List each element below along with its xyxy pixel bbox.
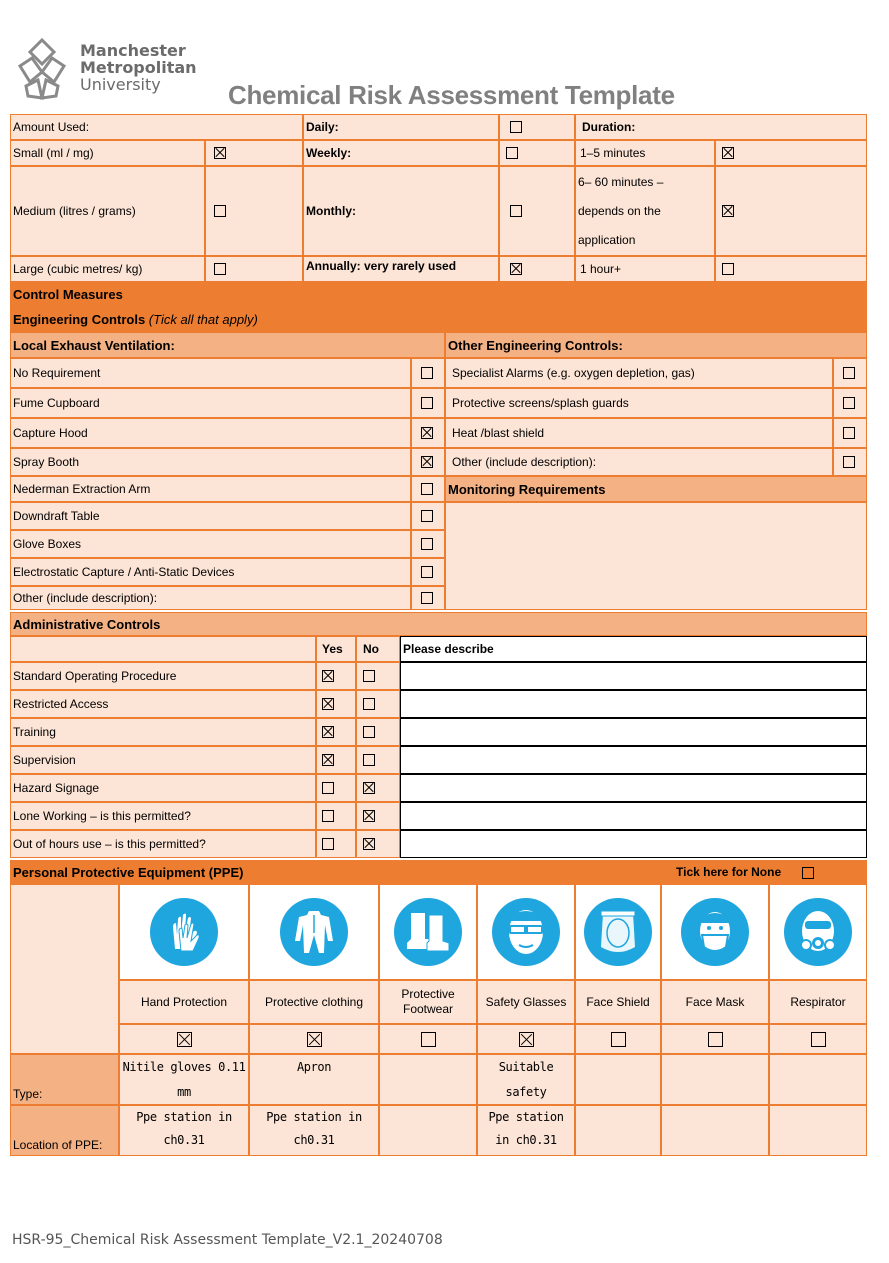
- face-shield-icon: [584, 898, 652, 966]
- ppe-type-input[interactable]: [379, 1054, 477, 1105]
- admin-no-checkbox[interactable]: [363, 726, 375, 738]
- admin-describe-input[interactable]: [400, 690, 867, 718]
- ppe-item-check-cell[interactable]: [477, 1024, 575, 1054]
- lev-item-check-cell[interactable]: [411, 418, 445, 448]
- admin-row-label: [10, 718, 316, 746]
- ppe-item-label: [119, 980, 249, 1024]
- admin-yes-checkbox[interactable]: [322, 754, 334, 766]
- duration-1-check-cell[interactable]: [715, 140, 867, 166]
- engineering-controls-title: Engineering Controls: [13, 312, 146, 327]
- ppe-location-text: Ppe station in ch0.31: [488, 1110, 564, 1147]
- ppe-item-label: [769, 980, 867, 1024]
- other-eng-item-check-cell[interactable]: [833, 448, 867, 476]
- ppe-location-input[interactable]: [379, 1105, 477, 1156]
- small-label: Small (ml / mg): [10, 140, 205, 166]
- admin-no-checkbox[interactable]: [363, 698, 375, 710]
- admin-yes-checkbox[interactable]: [322, 838, 334, 850]
- admin-yes-cell[interactable]: [316, 746, 356, 774]
- ppe-location-input[interactable]: [575, 1105, 661, 1156]
- admin-yes-cell[interactable]: [316, 718, 356, 746]
- weekly-label: Weekly:: [303, 140, 499, 166]
- ppe-icon-cell: [575, 884, 661, 980]
- admin-describe-input[interactable]: [400, 718, 867, 746]
- large-label: Large (cubic metres/ kg): [10, 256, 205, 282]
- duration-2-check-cell[interactable]: [715, 166, 867, 256]
- admin-describe-input[interactable]: [400, 774, 867, 802]
- admin-yes-cell[interactable]: [316, 830, 356, 858]
- admin-row-text: Lone Working – is this permitted?: [13, 809, 191, 823]
- lev-item-text: Downdraft Table: [13, 509, 100, 523]
- duration-3-check-cell[interactable]: [715, 256, 867, 282]
- engineering-controls-note: (Tick all that apply): [148, 312, 258, 327]
- admin-row-text: Standard Operating Procedure: [13, 669, 177, 683]
- admin-yes-checkbox[interactable]: [322, 726, 334, 738]
- ppe-location-text: Ppe station in ch0.31: [266, 1110, 362, 1147]
- large-check-cell[interactable]: [205, 256, 303, 282]
- medium-checkbox[interactable]: [214, 205, 226, 217]
- ppe-item-label: [379, 980, 477, 1024]
- other-eng-item-label: [445, 448, 833, 476]
- admin-yes-checkbox[interactable]: [322, 810, 334, 822]
- weekly-check-cell[interactable]: [499, 140, 575, 166]
- ppe-item-text: Respirator: [790, 994, 846, 1009]
- control-measures-heading: Control Measures: [10, 282, 867, 307]
- admin-no-checkbox[interactable]: [363, 754, 375, 766]
- ppe-type-text: Suitable safety: [498, 1060, 554, 1099]
- ppe-none-label: Tick here for None: [676, 865, 782, 879]
- ppe-type-input[interactable]: [119, 1054, 249, 1105]
- daily-check-cell[interactable]: [499, 114, 575, 140]
- lev-item-check-cell[interactable]: [411, 476, 445, 502]
- small-check-cell[interactable]: [205, 140, 303, 166]
- ppe-item-check-cell[interactable]: [575, 1024, 661, 1054]
- other-eng-item-label: [445, 358, 833, 388]
- weekly-checkbox[interactable]: [506, 147, 518, 159]
- medium-label: Medium (litres / grams): [10, 166, 205, 256]
- ppe-item-checkbox[interactable]: [611, 1032, 626, 1047]
- admin-no-cell[interactable]: [356, 662, 400, 690]
- ppe-item-check-cell[interactable]: [249, 1024, 379, 1054]
- ppe-icon-cell: [379, 884, 477, 980]
- lev-item-check-cell[interactable]: [411, 388, 445, 418]
- lev-item-label: [10, 530, 411, 558]
- admin-yes-cell[interactable]: [316, 690, 356, 718]
- lev-item-check-cell[interactable]: [411, 586, 445, 610]
- engineering-controls-heading: [10, 307, 867, 332]
- lev-item-checkbox[interactable]: [421, 483, 433, 495]
- lev-item-label: [10, 448, 411, 476]
- other-eng-item-check-cell[interactable]: [833, 388, 867, 418]
- ppe-location-label: Location of PPE:: [10, 1105, 119, 1156]
- annually-check-cell[interactable]: [499, 256, 575, 282]
- admin-row-label: [10, 662, 316, 690]
- duration-2-checkbox[interactable]: [722, 205, 734, 217]
- lev-item-checkbox[interactable]: [421, 566, 433, 578]
- ppe-item-label: [575, 980, 661, 1024]
- other-eng-item-text: Protective screens/splash guards: [452, 396, 629, 410]
- lev-item-text: Electrostatic Capture / Anti-Static Devices: [13, 565, 235, 579]
- other-eng-item-text: Specialist Alarms (e.g. oxygen depletion, gas): [452, 366, 695, 380]
- ppe-location-input[interactable]: [769, 1105, 867, 1156]
- ppe-none-checkbox[interactable]: [802, 867, 814, 879]
- ppe-type-text: Apron: [296, 1060, 332, 1074]
- admin-describe-input[interactable]: [400, 830, 867, 858]
- medium-check-cell[interactable]: [205, 166, 303, 256]
- admin-no-cell[interactable]: [356, 746, 400, 774]
- daily-label: Daily:: [303, 114, 499, 140]
- ppe-location-input[interactable]: [477, 1105, 575, 1156]
- lev-item-label: [10, 586, 411, 610]
- admin-no-cell[interactable]: [356, 690, 400, 718]
- ppe-item-checkbox[interactable]: [307, 1032, 322, 1047]
- ppe-item-checkbox[interactable]: [519, 1032, 534, 1047]
- face-mask-icon: [681, 898, 749, 966]
- small-checkbox[interactable]: [214, 147, 226, 159]
- lev-heading: Local Exhaust Ventilation:: [10, 332, 445, 358]
- lev-item-text: No Requirement: [13, 366, 101, 380]
- duration-1-checkbox[interactable]: [722, 147, 734, 159]
- admin-row-text: Supervision: [13, 753, 76, 767]
- lev-item-checkbox[interactable]: [421, 510, 433, 522]
- admin-row-label: [10, 802, 316, 830]
- admin-yes-cell[interactable]: [316, 774, 356, 802]
- monitoring-heading: Monitoring Requirements: [445, 476, 867, 502]
- admin-no-cell[interactable]: [356, 802, 400, 830]
- boots-icon: [394, 898, 462, 966]
- admin-row-text: Out of hours use – is this permitted?: [13, 837, 206, 851]
- ppe-item-label: [477, 980, 575, 1024]
- monthly-label: Monthly:: [303, 166, 499, 256]
- ppe-icon-cell: [119, 884, 249, 980]
- lev-item-check-cell[interactable]: [411, 502, 445, 530]
- ppe-item-text: Safety Glasses: [485, 994, 567, 1009]
- ppe-icon-cell: [477, 884, 575, 980]
- admin-row-text: Training: [13, 725, 56, 739]
- lev-item-text: Spray Booth: [13, 455, 80, 469]
- university-logo-icon: [12, 36, 72, 102]
- lev-item-label: [10, 358, 411, 388]
- ppe-type-input[interactable]: [477, 1054, 575, 1105]
- lev-item-label: [10, 558, 411, 586]
- ppe-item-checkbox[interactable]: [177, 1032, 192, 1047]
- other-eng-item-checkbox[interactable]: [843, 456, 855, 468]
- other-engineering-heading: Other Engineering Controls:: [445, 332, 867, 358]
- ppe-location-text: Ppe station in ch0.31: [136, 1110, 232, 1147]
- lev-item-check-cell[interactable]: [411, 358, 445, 388]
- other-eng-item-label: [445, 388, 833, 418]
- admin-no-cell[interactable]: [356, 718, 400, 746]
- ppe-item-check-cell[interactable]: [379, 1024, 477, 1054]
- duration-2-label: 6– 60 minutes – depends on the application: [575, 166, 715, 256]
- ppe-type-input[interactable]: [575, 1054, 661, 1105]
- monitoring-input[interactable]: [445, 502, 867, 610]
- admin-header-blank: [10, 636, 316, 662]
- safety-glasses-icon: [492, 898, 560, 966]
- other-eng-item-checkbox[interactable]: [843, 397, 855, 409]
- lev-item-check-cell[interactable]: [411, 530, 445, 558]
- admin-yes-checkbox[interactable]: [322, 670, 334, 682]
- admin-no-checkbox[interactable]: [363, 782, 375, 794]
- lev-item-text: Glove Boxes: [13, 537, 82, 551]
- lev-item-checkbox[interactable]: [421, 397, 433, 409]
- lev-item-checkbox[interactable]: [421, 592, 433, 604]
- lev-item-label: [10, 388, 411, 418]
- ppe-item-check-cell[interactable]: [769, 1024, 867, 1054]
- ppe-item-checkbox[interactable]: [708, 1032, 723, 1047]
- admin-yes-cell[interactable]: [316, 802, 356, 830]
- large-checkbox[interactable]: [214, 263, 226, 275]
- admin-no-cell[interactable]: [356, 830, 400, 858]
- ppe-item-text: Face Shield: [586, 994, 650, 1009]
- lev-item-checkbox[interactable]: [421, 427, 433, 439]
- admin-describe-input[interactable]: [400, 662, 867, 690]
- university-line-1: Manchester: [80, 41, 186, 60]
- annually-label: Annually: very rarely used: [303, 256, 499, 282]
- ppe-item-label: [249, 980, 379, 1024]
- lev-item-checkbox[interactable]: [421, 456, 433, 468]
- page-title: Chemical Risk Assessment Template: [228, 80, 675, 110]
- other-eng-item-check-cell[interactable]: [833, 418, 867, 448]
- admin-row-label: [10, 830, 316, 858]
- duration-label: Duration:: [575, 114, 867, 140]
- lev-item-checkbox[interactable]: [421, 367, 433, 379]
- admin-no-checkbox[interactable]: [363, 810, 375, 822]
- admin-yes-header: Yes: [316, 636, 356, 662]
- monthly-check-cell[interactable]: [499, 166, 575, 256]
- duration-1-label: 1–5 minutes: [575, 140, 715, 166]
- admin-no-checkbox[interactable]: [363, 838, 375, 850]
- admin-no-header: No: [356, 636, 400, 662]
- lev-item-label: [10, 476, 411, 502]
- other-eng-item-label: [445, 418, 833, 448]
- university-name: [80, 42, 197, 93]
- lev-item-text: Capture Hood: [13, 426, 88, 440]
- lev-item-text: Other (include description):: [13, 591, 158, 605]
- daily-checkbox[interactable]: [510, 121, 522, 133]
- lev-item-check-cell[interactable]: [411, 558, 445, 586]
- admin-yes-checkbox[interactable]: [322, 698, 334, 710]
- admin-row-label: [10, 746, 316, 774]
- annually-checkbox[interactable]: [510, 263, 522, 275]
- admin-yes-checkbox[interactable]: [322, 782, 334, 794]
- ppe-item-label: [661, 980, 769, 1024]
- duration-3-checkbox[interactable]: [722, 263, 734, 275]
- gloves-icon: [150, 898, 218, 966]
- other-eng-item-text: Other (include description):: [452, 455, 597, 469]
- ppe-type-input[interactable]: [249, 1054, 379, 1105]
- lev-item-check-cell[interactable]: [411, 448, 445, 476]
- footer-doc-id: HSR-95_Chemical Risk Assessment Template_V2.1_20240708: [12, 1232, 443, 1248]
- ppe-item-text: Face Mask: [685, 994, 745, 1009]
- admin-describe-input[interactable]: [400, 802, 867, 830]
- ppe-item-text: Hand Protection: [140, 994, 228, 1009]
- lev-item-text: Fume Cupboard: [13, 396, 100, 410]
- duration-3-label: 1 hour+: [575, 256, 715, 282]
- coverall-icon: [280, 898, 348, 966]
- other-eng-item-checkbox[interactable]: [843, 427, 855, 439]
- ppe-item-text: Protective clothing: [264, 994, 364, 1009]
- ppe-type-label: Type:: [10, 1054, 119, 1105]
- ppe-type-text: Nitile gloves 0.11 mm: [122, 1060, 246, 1099]
- lev-item-label: [10, 502, 411, 530]
- ppe-icon-cell: [661, 884, 769, 980]
- lev-item-label: [10, 418, 411, 448]
- admin-row-label: [10, 690, 316, 718]
- admin-row-text: Restricted Access: [13, 697, 109, 711]
- lev-item-checkbox[interactable]: [421, 538, 433, 550]
- amount-used-label: Amount Used:: [10, 114, 303, 140]
- ppe-item-checkbox[interactable]: [421, 1032, 436, 1047]
- admin-describe-header: Please describe: [400, 636, 867, 662]
- admin-row-text: Hazard Signage: [13, 781, 100, 795]
- admin-describe-input[interactable]: [400, 746, 867, 774]
- other-eng-item-checkbox[interactable]: [843, 367, 855, 379]
- other-eng-item-check-cell[interactable]: [833, 358, 867, 388]
- lev-item-text: Nederman Extraction Arm: [13, 482, 151, 496]
- other-eng-item-text: Heat /blast shield: [452, 426, 545, 440]
- ppe-icon-cell: [249, 884, 379, 980]
- admin-yes-cell[interactable]: [316, 662, 356, 690]
- ppe-heading-text: Personal Protective Equipment (PPE): [13, 864, 244, 880]
- ppe-location-input[interactable]: [119, 1105, 249, 1156]
- ppe-type-input[interactable]: [769, 1054, 867, 1105]
- ppe-item-checkbox[interactable]: [811, 1032, 826, 1047]
- admin-row-label: [10, 774, 316, 802]
- admin-no-checkbox[interactable]: [363, 670, 375, 682]
- ppe-left-blank: [10, 884, 119, 1054]
- admin-controls-heading: Administrative Controls: [10, 612, 867, 636]
- ppe-item-text: Protective Footwear: [401, 987, 455, 1016]
- university-line-2: Metropolitan: [80, 58, 197, 77]
- monthly-checkbox[interactable]: [510, 205, 522, 217]
- ppe-icon-cell: [769, 884, 867, 980]
- ppe-item-check-cell[interactable]: [661, 1024, 769, 1054]
- ppe-type-input[interactable]: [661, 1054, 769, 1105]
- ppe-item-check-cell[interactable]: [119, 1024, 249, 1054]
- respirator-icon: [784, 898, 852, 966]
- university-line-3: University: [80, 75, 161, 94]
- admin-no-cell[interactable]: [356, 774, 400, 802]
- ppe-location-input[interactable]: [661, 1105, 769, 1156]
- ppe-location-input[interactable]: [249, 1105, 379, 1156]
